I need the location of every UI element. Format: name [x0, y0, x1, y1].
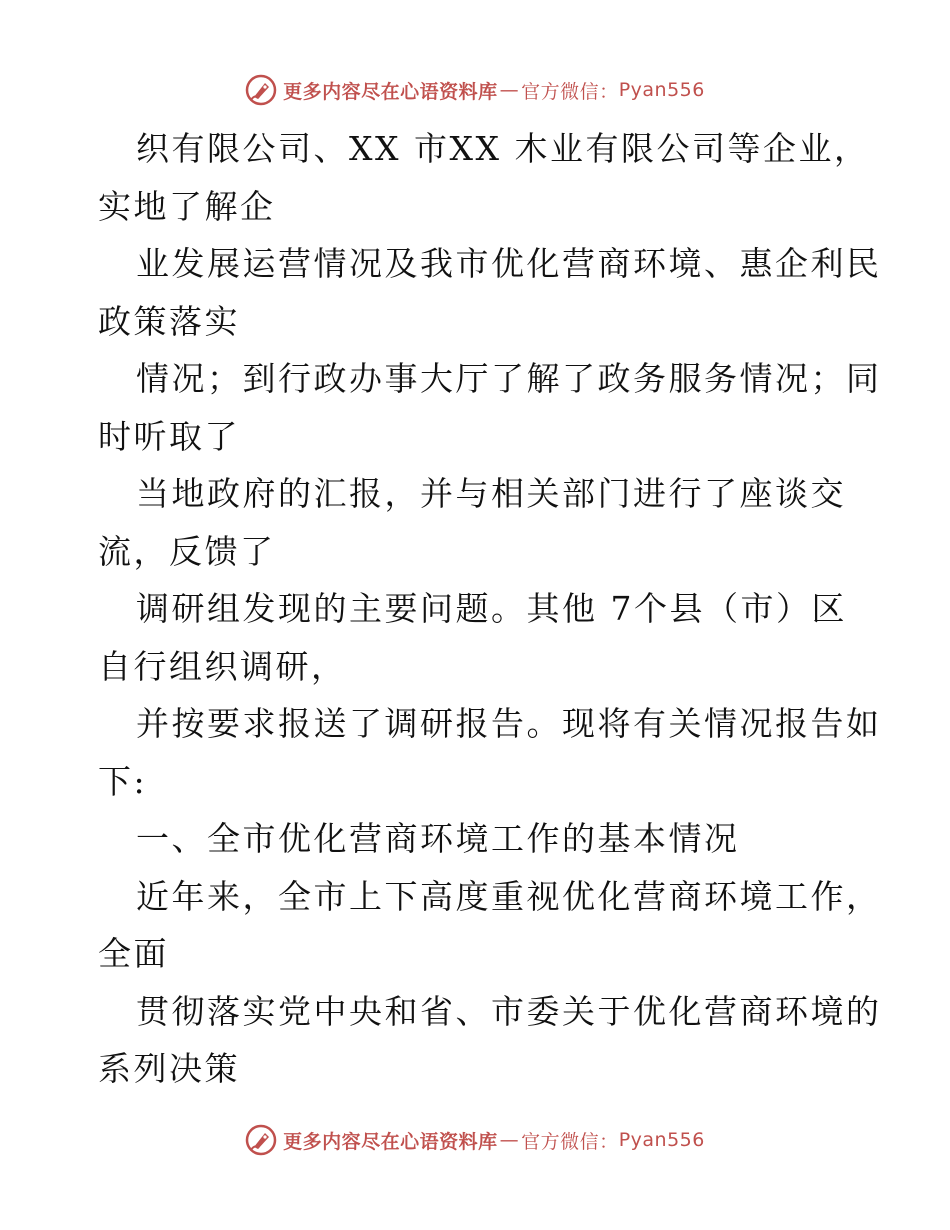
text-line: 系列决策: [98, 1049, 240, 1088]
text-line: 情况；到行政办事大厅了解了政务服务情况；同: [136, 359, 882, 398]
section-heading: 一、全市优化营商环境工作的基本情况: [136, 819, 740, 858]
header-watermark: [0, 70, 950, 110]
text-line: 时听取了: [98, 416, 240, 456]
footer-watermark: [0, 1120, 950, 1160]
text-line: 调研组发现的主要问题。其他 7个县（市）区: [136, 589, 847, 628]
watermark-main-text: 更多内容尽在心语资料库: [283, 1130, 498, 1153]
watermark-wechat-label: 官方微信：: [521, 1130, 619, 1153]
text-line: 业发展运营情况及我市优化营商环境、惠企利民: [136, 244, 882, 283]
text-line: 流，反馈了: [98, 531, 276, 571]
text-line: 政策落实: [98, 301, 240, 341]
text-line: 并按要求报送了调研报告。现将有关情况报告如: [136, 704, 882, 743]
watermark-wechat-id: Pyan556: [618, 1129, 705, 1151]
text-line: 自行组织调研，: [98, 646, 347, 686]
watermark-dash: —: [499, 79, 520, 101]
document-body: [98, 120, 882, 1098]
text-line: 近年来，全市上下高度重视优化营商环境工作，: [136, 876, 882, 916]
text-line: 织有限公司、XX 市XX 木业有限公司等企业，: [136, 129, 870, 168]
text-line: 贯彻落实党中央和省、市委关于优化营商环境的: [136, 991, 882, 1031]
watermark-wechat-id: Pyan556: [618, 79, 705, 101]
pen-nib-logo-icon: [245, 74, 277, 106]
text-line: 全面: [98, 934, 169, 973]
watermark-main-text: 更多内容尽在心语资料库: [283, 80, 498, 103]
watermark-wechat-label: 官方微信：: [521, 80, 619, 103]
watermark-dash: —: [499, 1129, 520, 1151]
text-line: 下:: [98, 761, 148, 801]
text-line: 实地了解企: [98, 186, 276, 226]
text-line: 当地政府的汇报，并与相关部门进行了座谈交: [136, 474, 846, 513]
pen-nib-logo-icon: [245, 1124, 277, 1156]
